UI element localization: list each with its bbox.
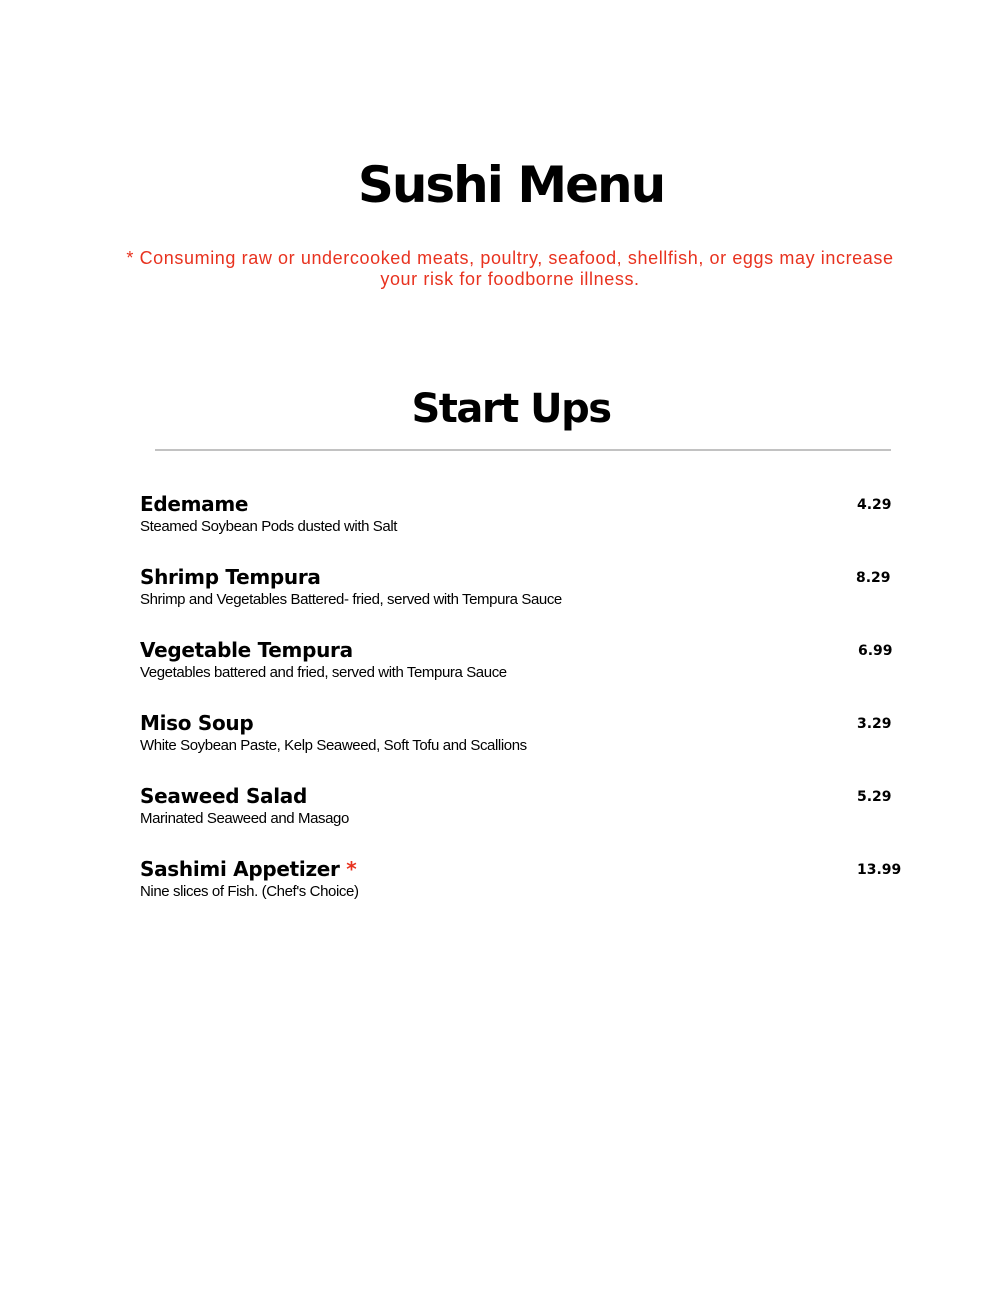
item-name: Sashimi Appetizer * [140,857,357,881]
item-price: 13.99 [857,862,902,878]
menu-item [140,490,900,563]
item-description: White Soybean Paste, Kelp Seaweed, Soft Tofu and Scallions [140,737,527,754]
item-description: Vegetables battered and fried, served with Tempura Sauce [140,664,507,681]
menu-item-list [140,490,900,928]
item-name: Vegetable Tempura [140,638,353,662]
item-name: Shrimp Tempura [140,565,321,589]
item-name: Seaweed Salad [140,784,308,808]
menu-item [140,563,900,636]
raw-food-warning: * Consuming raw or undercooked meats, poultry, seafood, shellfish, or eggs may increase your risk for foodborne illness. [126,248,894,289]
item-price: 6.99 [858,643,893,659]
menu-item [140,636,900,709]
raw-warning-star: * [346,857,357,881]
item-name: Edemame [140,492,249,516]
item-description: Shrimp and Vegetables Battered- fried, served with Tempura Sauce [140,591,562,608]
section-divider [155,449,891,451]
item-price: 5.29 [857,789,892,805]
item-description: Nine slices of Fish. (Chef's Choice) [140,883,359,900]
item-name: Miso Soup [140,711,254,735]
item-price: 3.29 [857,716,892,732]
menu-title: Sushi Menu [357,156,665,214]
menu-item [140,782,900,855]
item-price: 4.29 [857,497,892,513]
menu-item [140,709,900,782]
item-price: 8.29 [856,570,891,586]
item-description: Marinated Seaweed and Masago [140,810,349,827]
section-title-start-ups: Start Ups [411,386,611,432]
menu-item [140,855,900,928]
item-description: Steamed Soybean Pods dusted with Salt [140,518,398,535]
